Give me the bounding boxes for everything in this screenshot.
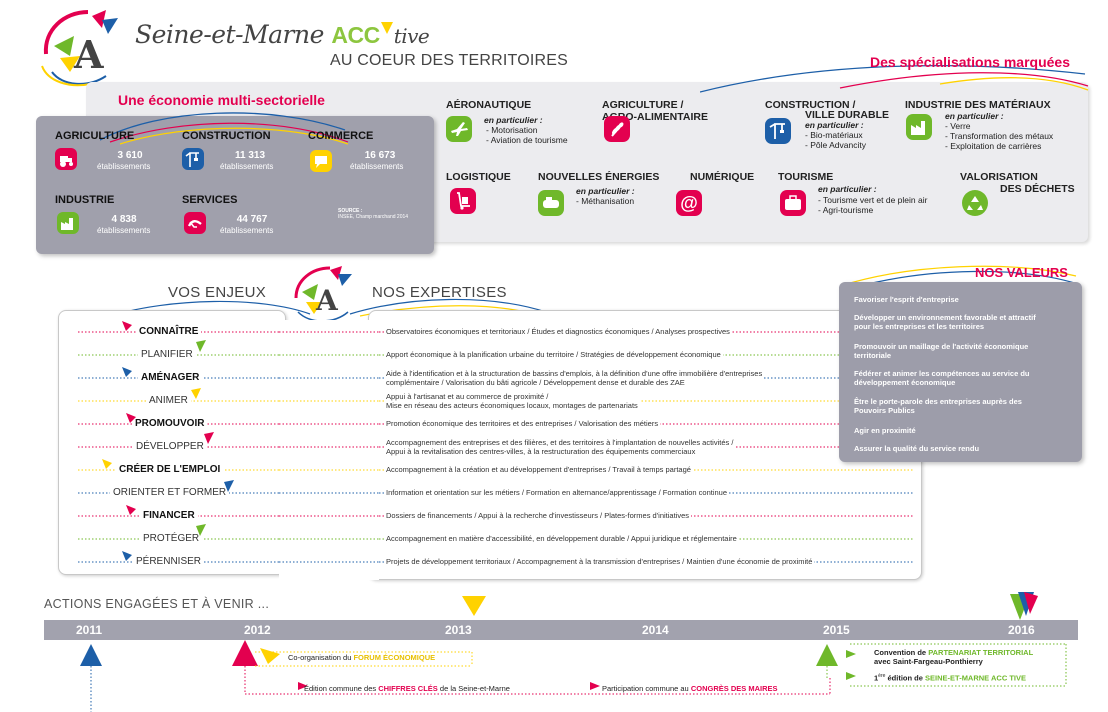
sector-number: 3 610 <box>117 150 143 161</box>
triangle-icon <box>380 20 394 38</box>
valeur-item: Assurer la qualité du service rendu <box>854 444 980 453</box>
page-subtitle: AU COEUR DES TERRITOIRES <box>330 52 569 69</box>
spec-sub: - Pôle Advancity <box>805 140 866 150</box>
sector-number: 44 767 <box>236 214 268 225</box>
brand-title <box>135 20 429 49</box>
spec-label: NUMÉRIQUE <box>690 171 755 183</box>
enjeux-title: VOS ENJEUX <box>168 284 267 301</box>
valeur-item: Agir en proximité <box>854 426 916 435</box>
event-forum: Co-organisation du FORUM ÉCONOMIQUE <box>288 653 436 662</box>
sector-label: INDUSTRIE <box>55 194 115 206</box>
valeurs-title: NOS VALEURS <box>975 265 1068 280</box>
recycle-icon <box>962 190 988 216</box>
expertise-item: Projets de développement territoriaux / Accompagnement à la transmission d'entreprises / Maintien d'une économie de proximité <box>386 557 813 566</box>
expertise-item: Information et orientation sur les métiers / Formation en alternance/apprentissage / Formation continue <box>386 488 728 497</box>
sector-number: 16 673 <box>364 150 396 161</box>
spec-label: VILLE DURABLE <box>805 109 889 121</box>
enjeu-item: PÉRENNISER <box>133 556 204 567</box>
spec-label: TOURISME <box>778 171 834 183</box>
sector-label: AGRICULTURE <box>55 130 135 142</box>
event-convention: Convention de PARTENARIAT TERRITORIAL avec Saint-Fargeau-Ponthierry <box>874 648 1034 666</box>
energy-icon <box>538 190 564 216</box>
spec-label: DES DÉCHETS <box>1000 183 1075 195</box>
tractor-icon <box>55 148 77 170</box>
acc-logo-icon <box>40 6 128 88</box>
enjeu-item: PROTÉGER <box>140 533 202 544</box>
speech-bubble-icon <box>310 150 332 172</box>
year-2013: 2013 <box>445 623 472 637</box>
brand-acc: ACC <box>331 22 380 48</box>
svg-text:A: A <box>74 32 104 77</box>
spec-sub: - Aviation de tourisme <box>486 135 568 145</box>
wheat-icon <box>604 116 630 142</box>
enjeu-item: DÉVELOPPER <box>133 441 207 452</box>
sector-label: SERVICES <box>182 194 238 206</box>
spec-label: CONSTRUCTION / <box>765 99 856 111</box>
spec-sub: - Transformation des métaux <box>945 131 1054 141</box>
sector-number: 4 838 <box>111 214 137 225</box>
handshake-icon <box>184 212 206 234</box>
valeur-item: Promouvoir un maillage de l'activité économique territoriale <box>854 342 1029 360</box>
expertise-item: Appui à l'artisanat et au commerce de proximité / Mise en réseau des acteurs économiques locaux, montages de partenariats <box>386 392 638 410</box>
specializations-title: Des spécialisations marquées <box>870 54 1070 70</box>
expertise-item: Promotion économique des territoires et des entreprises / Valorisation des métiers <box>386 419 659 428</box>
valeur-item: Être le porte-parole des entreprises auprès des Pouvoirs Publics <box>854 397 1022 415</box>
spec-in-particular: en particulier : <box>484 115 543 125</box>
spec-sub: - Motorisation <box>486 125 538 135</box>
hand-truck-icon <box>450 188 476 214</box>
actions-title: ACTIONS ENGAGÉES ET À VENIR ... <box>44 597 270 611</box>
expertise-item: Aide à l'identification et à la structuration de bassins d'emplois, à la définition d'une offre immobilière d'entreprises complémentaire / Valorisation du bâti agricole / Développement dense et durable des ZAE <box>386 369 763 387</box>
expertise-item: Dossiers de financements / Appui à la recherche d'investisseurs / Plates-formes d'initiatives <box>386 511 690 520</box>
spec-label: LOGISTIQUE <box>446 171 511 183</box>
year-2014: 2014 <box>642 623 669 637</box>
enjeu-item: PLANIFIER <box>138 349 196 360</box>
spec-label: AÉRONAUTIQUE <box>446 99 532 111</box>
enjeu-item: ORIENTER ET FORMER <box>110 487 229 498</box>
sector-unit: établissements <box>220 226 274 235</box>
expertises-title: NOS EXPERTISES <box>372 284 507 301</box>
sector-unit: établissements <box>97 226 151 235</box>
sector-label: COMMERCE <box>308 130 374 142</box>
event-congres: Participation commune au CONGRÈS DES MAIRES <box>602 684 778 693</box>
valeur-item: Développer un environnement favorable et attractif pour les entreprises et les territoires <box>854 313 1036 331</box>
sector-number: 11 313 <box>234 150 266 161</box>
crane-icon <box>765 118 791 144</box>
spec-in-particular: en particulier : <box>945 111 1004 121</box>
factory-icon <box>57 212 79 234</box>
spec-sub: - Verre <box>945 121 971 131</box>
valeur-item: Favoriser l'esprit d'entreprise <box>854 295 959 304</box>
year-2012: 2012 <box>244 623 271 637</box>
crane-icon <box>182 148 204 170</box>
enjeu-item: AMÉNAGER <box>138 372 202 383</box>
enjeu-item: ANIMER <box>146 395 191 406</box>
spec-sub: - Bio-matériaux <box>805 130 863 140</box>
spec-label: INDUSTRIE DES MATÉRIAUX <box>905 99 1051 111</box>
at-sign-icon: @ <box>676 190 702 216</box>
expertise-item: Observatoires économiques et territoriaux / Études et diagnostics économiques / Analyses prospectives <box>386 327 730 336</box>
source-label: SOURCE : INSEE, Champ marchand 2014 <box>338 208 409 220</box>
expertise-item: Accompagnement à la création et au développement d'entreprises / Travail à temps partagé <box>386 465 691 474</box>
event-edition: 1ère édition de SEINE-ET-MARNE ACC TIVE <box>874 673 1027 683</box>
economy-title: Une économie multi-sectorielle <box>118 92 325 108</box>
spec-sub: - Exploitation de carrières <box>945 141 1042 151</box>
valeur-item: Fédérer et animer les compétences au service du développement économique <box>854 369 1030 387</box>
expertise-item: Accompagnement des entreprises et des filières, et des territoires à l'implantation de nouvelles activités / Appui à la revitalisation des centres-villes, à la restructuration des équipements commerciaux <box>386 438 734 456</box>
event-chiffres: Édition commune des CHIFFRES CLÉS de la Seine-et-Marne <box>304 684 510 693</box>
spec-label: VALORISATION <box>960 171 1038 183</box>
expertise-item: Apport économique à la planification urbaine du territoire / Stratégies de développement économique <box>386 350 721 359</box>
svg-text:A: A <box>316 284 338 317</box>
spec-label: AGRICULTURE / <box>602 99 684 111</box>
enjeu-markers <box>96 318 246 576</box>
spec-in-particular: en particulier : <box>805 120 864 130</box>
spec-sub: - Tourisme vert et de plein air <box>818 195 928 205</box>
spec-in-particular: en particulier : <box>576 186 635 196</box>
brand-script: Seine-et-Marne <box>135 20 324 49</box>
airplane-icon <box>446 116 472 142</box>
sector-label: CONSTRUCTION <box>182 130 271 142</box>
spec-in-particular: en particulier : <box>818 184 877 194</box>
spec-aeronautique <box>446 100 531 111</box>
suitcase-icon <box>780 190 806 216</box>
enjeu-item: PROMOUVOIR <box>132 418 207 429</box>
factory-icon <box>906 114 932 140</box>
brand-tive: tive <box>393 24 430 48</box>
sector-unit: établissements <box>97 162 151 171</box>
year-2016: 2016 <box>1008 623 1035 637</box>
sector-unit: établissements <box>220 162 274 171</box>
sector-unit: établissements <box>350 162 404 171</box>
spec-sub: - Méthanisation <box>576 196 635 206</box>
year-2015: 2015 <box>823 623 850 637</box>
year-2011: 2011 <box>76 623 103 637</box>
spec-sub: - Agri-tourisme <box>818 205 874 215</box>
spec-label: AGRO-ALIMENTAIRE <box>602 111 708 123</box>
enjeu-item: CONNAÎTRE <box>136 326 201 337</box>
expertise-item: Accompagnement en matière d'accessibilité, en développement durable / Appui juridique et réglementaire <box>386 534 737 543</box>
spec-label: NOUVELLES ÉNERGIES <box>538 171 660 183</box>
enjeu-item: CRÉER DE L'EMPLOI <box>116 464 223 475</box>
enjeu-item: FINANCER <box>140 510 198 521</box>
